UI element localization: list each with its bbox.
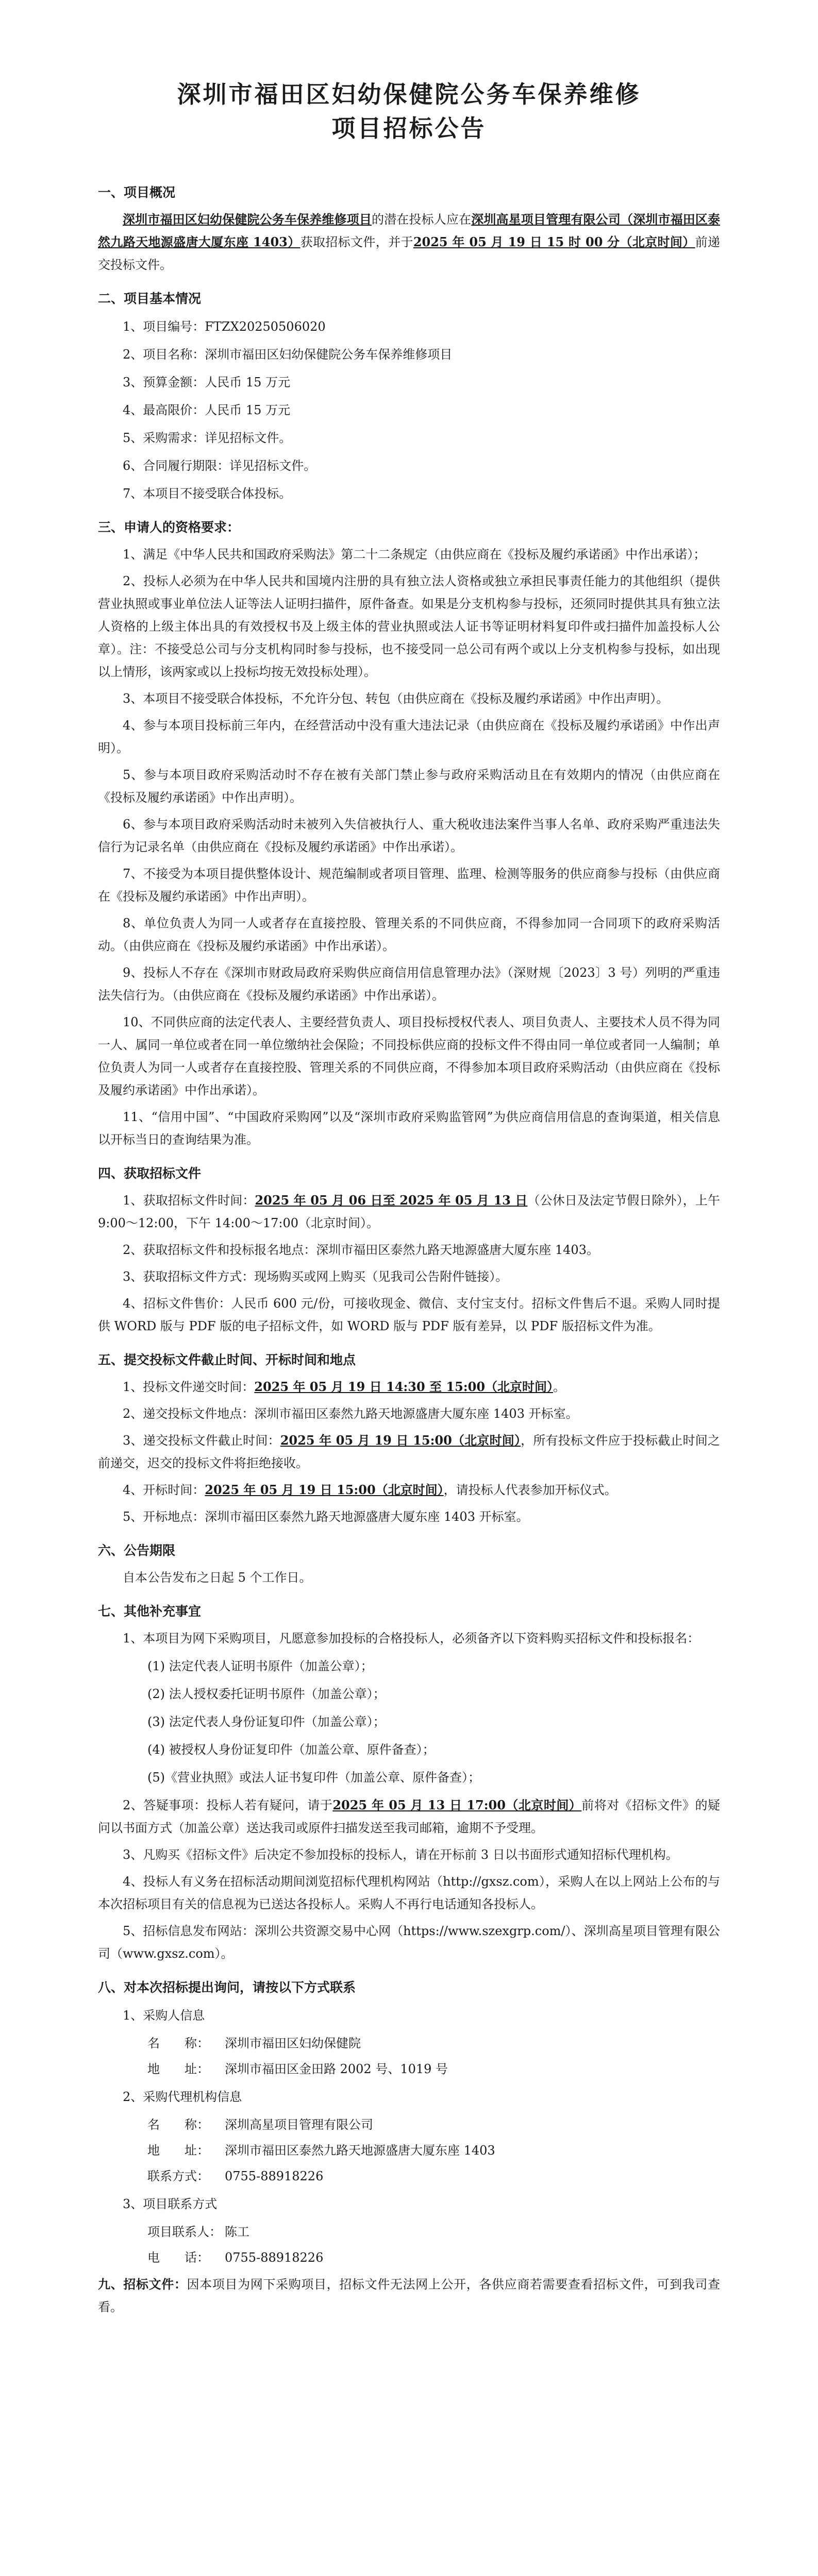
submission-time-label: 1、投标文件递交时间： <box>123 1380 255 1394</box>
qualification-item: 1、满足《中华人民共和国政府采购法》第二十二条规定（由供应商在《投标及履约承诺函》中作出承诺）； <box>123 547 706 562</box>
qualification-item: 8、单位负责人为同一人或者存在直接控股、管理关系的不同供应商，不得参加同一合同项下的政府采购活动。（由供应商在《投标及履约承诺函》中作出承诺）。 <box>98 916 720 953</box>
phone-label: 电 话： <box>147 2250 209 2265</box>
section-heading-basic-info: 二、项目基本情况 <box>98 291 202 306</box>
project-contact-title: 3、项目联系方式 <box>123 2197 218 2211</box>
list-item: 3、预算金额：人民币 15 万元 <box>123 375 291 389</box>
deadline-label: 3、递交投标文件截止时间： <box>123 1433 280 1448</box>
section-heading-submission: 五、提交投标文件截止时间、开标时间和地点 <box>98 1352 356 1367</box>
docs-price: 4、招标文件售价：人民币 600 元/份，可接收现金、微信、支付宝支付。招标文件售后不退。采购人同时提供 WORD 版与 PDF 版的电子招标文件，如 WORD 版与 PDF 版有差异，以 PDF 版招标文件为准。 <box>98 1296 720 1333</box>
phone-label: 联系方式： <box>147 2169 209 2183</box>
overview-text: 的潜在投标人应在 <box>371 212 472 227</box>
list-item: 4、最高限价：人民币 15 万元 <box>123 403 291 417</box>
deadline-value: 2025 年 05 月 19 日 15:00（北京时间） <box>280 1433 521 1448</box>
submission-time-value: 2025 年 05 月 19 日 14:30 至 15:00（北京时间） <box>254 1379 554 1394</box>
other-item-5: 5、招标信息发布网站：深圳公共资源交易中心网（https://www.szexgrp.com/）、深圳高星项目管理有限公司（www.gxsz.com）。 <box>98 1924 720 1961</box>
qualification-item: 9、投标人不存在《深圳市财政局政府采购供应商信用信息管理办法》（深财规〔2023〕3 号）列明的严重违法失信行为。（由供应商在《投标及履约承诺函》中作出承诺）。 <box>98 965 720 1003</box>
submission-time <box>98 1376 720 1398</box>
list-item: 1、项目编号：FTZX20250506020 <box>123 319 326 334</box>
agent-phone-value: 0755-88918226 <box>225 2169 324 2183</box>
qualification-item: 3、本项目不接受联合体投标，不允许分包、转包（由供应商在《投标及履约承诺函》中作出声明）。 <box>123 691 669 706</box>
list-item: 5、采购需求：详见招标文件。 <box>123 431 292 445</box>
section-heading-contact: 八、对本次招标提出询问，请按以下方式联系 <box>98 1980 356 1995</box>
project-contact-person <box>98 2221 720 2243</box>
section-heading-obtain-docs: 四、获取招标文件 <box>98 1166 202 1181</box>
project-contact-phone <box>98 2246 720 2269</box>
qualification-item: 11、“信用中国”、“中国政府采购网”以及“深圳市政府采购监管网”为供应商信用信息的查询渠道，相关信息以开标当日的查询结果为准。 <box>98 1110 720 1147</box>
qualification-item: 2、投标人必须为在中华人民共和国境内注册的具有独立法人资格或独立承担民事责任能力的其他组织（提供营业执照或事业单位法人证等法人证明扫描件，原件备查。如果是分支机构参与投标，还须同时提供其具有独立法人资格的上级主体出具的有效授权书及上级主体的营业执照或法人证书等证明材料复印件或扫描件加盖投标人公章）。注：不接受总公司与分支机构同时参与投标，也不接受同一总公司有两个或以上分支机构参与投标，如出现以上情形，该两家或以上投标均按无效投标处理）。 <box>98 574 720 679</box>
qualification-item: 10、不同供应商的法定代表人、主要经营负责人、项目投标授权代表人、项目负责人、主要技术人员不得为同一人、属同一单位或者在同一单位缴纳社会保险；不同投标供应商的投标文件不得由同一单位或者同一人编制；单位负责人为同一人或者存在直接控股、管理关系的不同供应商，不得参加本项目政府采购活动（由供应商在《投标及履约承诺函》中作出承诺）。 <box>98 1015 720 1097</box>
overview-paragraph <box>98 208 720 276</box>
section-heading-other: 七、其他补充事宜 <box>98 1604 202 1619</box>
contact-person-label: 项目联系人： <box>147 2225 222 2239</box>
obtain-time-range: 2025 年 05 月 06 日至 2025 年 05 月 13 日 <box>255 1193 528 1208</box>
purchaser-name <box>98 2032 720 2055</box>
purchaser-info-title: 1、采购人信息 <box>123 2008 205 2023</box>
list-item: 2、项目名称：深圳市福田区妇幼保健院公务车保养维修项目 <box>123 347 453 362</box>
obtain-place: 2、获取招标文件和投标报名地点：深圳市福田区泰然九路天地源盛唐大厦东座 1403。 <box>123 1243 599 1257</box>
qa-deadline: 2025 年 05 月 13 日 17:00（北京时间） <box>332 1798 582 1812</box>
name-label: 名 称： <box>147 2117 209 2132</box>
submission-place: 2、递交投标文件地点：深圳市福田区泰然九路天地源盛唐大厦东座 1403 开标室。 <box>123 1406 578 1421</box>
agent-name-address: 深圳高星项目管理有限公司（深圳市福田区泰然九路天地源盛唐大厦东座 1403） <box>98 212 721 249</box>
purchaser-address <box>98 2058 720 2080</box>
address-label: 地 址： <box>147 2143 209 2158</box>
obtain-time-note: （公休日及法定节假日除外），上午 9:00～12:00，下午 14:00～17:00（北京时间）。 <box>98 1193 720 1230</box>
address-label: 地 址： <box>147 2062 209 2076</box>
qualification-item: 4、参与本项目投标前三年内，在经营活动中没有重大违法记录（由供应商在《投标及履约承诺函》中作出声明）。 <box>98 718 720 755</box>
qualification-item: 6、参与本项目政府采购活动时未被列入失信被执行人、重大税收违法案件当事人名单、政府采购严重违法失信行为记录名单（由供应商在《投标及履约承诺函》中作出承诺）。 <box>98 817 720 854</box>
obtain-time-label: 1、获取招标文件时间： <box>123 1193 255 1208</box>
title-block <box>98 77 720 145</box>
required-doc: (2) 法人授权委托证明书原件（加盖公章）； <box>147 1687 386 1701</box>
section-heading-bidding-docs: 九、招标文件： <box>98 2277 187 2292</box>
bidding-docs-note <box>98 2273 720 2318</box>
other-item-2 <box>98 1794 720 1839</box>
project-name: 深圳市福田区妇幼保健院公务车保养维修项目 <box>123 212 372 227</box>
obtain-time <box>98 1189 720 1234</box>
section-heading-notice-period: 六、公告期限 <box>98 1543 176 1558</box>
page-subtitle: 项目招标公告 <box>331 114 487 142</box>
deadline-note: ，所有投标文件应于投标截止时间之前递交，迟交的投标文件将拒绝接收。 <box>98 1433 720 1470</box>
deadline-text: 2025 年 05 月 19 日 15 时 00 分（北京时间） <box>413 234 695 249</box>
agent-info-title: 2、采购代理机构信息 <box>123 2090 242 2104</box>
page-title: 深圳市福田区妇幼保健院公务车保养维修 <box>177 80 641 108</box>
other-item-4: 4、投标人有义务在招标活动期间浏览招标代理机构网站（http://gxsz.com），采购人在以上网站上公布的与本次招标项目有关的信息视为已送达各投标人。采购人不再行电话通知各投标人。 <box>98 1874 720 1911</box>
contact-person-value: 陈工 <box>225 2225 249 2239</box>
required-doc: (4) 被授权人身份证复印件（加盖公章、原件备查）； <box>147 1742 435 1757</box>
section-heading-qualifications: 三、申请人的资格要求： <box>98 520 240 535</box>
opening-place: 5、开标地点：深圳市福田区泰然九路天地源盛唐大厦东座 1403 开标室。 <box>123 1510 529 1524</box>
opening-time-note: ，请投标人代表参加开标仪式。 <box>443 1483 617 1497</box>
agent-name <box>98 2113 720 2136</box>
qualification-item: 7、不接受为本项目提供整体设计、规范编制或者项目管理、监理、检测等服务的供应商参与投标（由供应商在《投标及履约承诺函》中作出声明）。 <box>98 867 720 904</box>
opening-time-label: 4、开标时间： <box>123 1483 205 1497</box>
required-doc: (1) 法定代表人证明书原件（加盖公章）； <box>147 1659 373 1673</box>
submission-time-end: 。 <box>553 1380 566 1394</box>
overview-text: 前递交投标文件。 <box>98 235 721 272</box>
agent-address-value: 深圳市福田区泰然九路天地源盛唐大厦东座 1403 <box>225 2143 495 2158</box>
bidding-docs-text: 因本项目为网下采购项目，招标文件无法网上公开，各供应商若需要查看招标文件，可到我司查看。 <box>98 2277 721 2314</box>
project-phone-value: 0755-88918226 <box>225 2250 324 2265</box>
opening-time-value: 2025 年 05 月 19 日 15:00（北京时间） <box>205 1482 444 1497</box>
section-heading-overview: 一、项目概况 <box>98 185 176 200</box>
opening-time <box>98 1479 720 1501</box>
qualification-item: 5、参与本项目政府采购活动时不存在被有关部门禁止参与政府采购活动且在有效期内的情况（由供应商在《投标及履约承诺函》中作出声明）。 <box>98 768 720 805</box>
required-doc: (3) 法定代表人身份证复印件（加盖公章）； <box>147 1715 386 1729</box>
obtain-method: 3、获取招标文件方式：现场购买或网上购买（见我司公告附件链接）。 <box>123 1269 508 1284</box>
list-item: 7、本项目不接受联合体投标。 <box>123 486 292 501</box>
purchaser-address-value: 深圳市福田区金田路 2002 号、1019 号 <box>225 2062 448 2076</box>
purchaser-name-value: 深圳市福田区妇幼保健院 <box>225 2036 361 2050</box>
other-item-1: 1、本项目为网下采购项目，凡愿意参加投标的合格投标人，必须备齐以下资料购买招标文件和投标报名： <box>123 1631 700 1646</box>
agent-name-value: 深圳高星项目管理有限公司 <box>225 2117 373 2132</box>
agent-address <box>98 2139 720 2162</box>
submission-deadline <box>98 1429 720 1475</box>
name-label: 名 称： <box>147 2036 209 2050</box>
list-item: 6、合同履行期限：详见招标文件。 <box>123 459 316 473</box>
required-doc: (5)《营业执照》或法人证书复印件（加盖公章、原件备查）； <box>147 1770 480 1785</box>
qa-text-end: 前将对《招标文件》的疑问以书面方式（加盖公章）送达我司或原件扫描发送至我司邮箱，逾期不予受理。 <box>98 1798 720 1835</box>
other-item-3: 3、凡购买《招标文件》后决定不参加投标的投标人，请在开标前 3 日以书面形式通知招标代理机构。 <box>123 1848 678 1862</box>
qa-text: 2、答疑事项：投标人若有疑问，请于 <box>123 1798 333 1812</box>
overview-text: 获取招标文件，并于 <box>300 235 413 249</box>
notice-period-text: 自本公告发布之日起 5 个工作日。 <box>123 1570 312 1585</box>
agent-phone <box>98 2165 720 2188</box>
